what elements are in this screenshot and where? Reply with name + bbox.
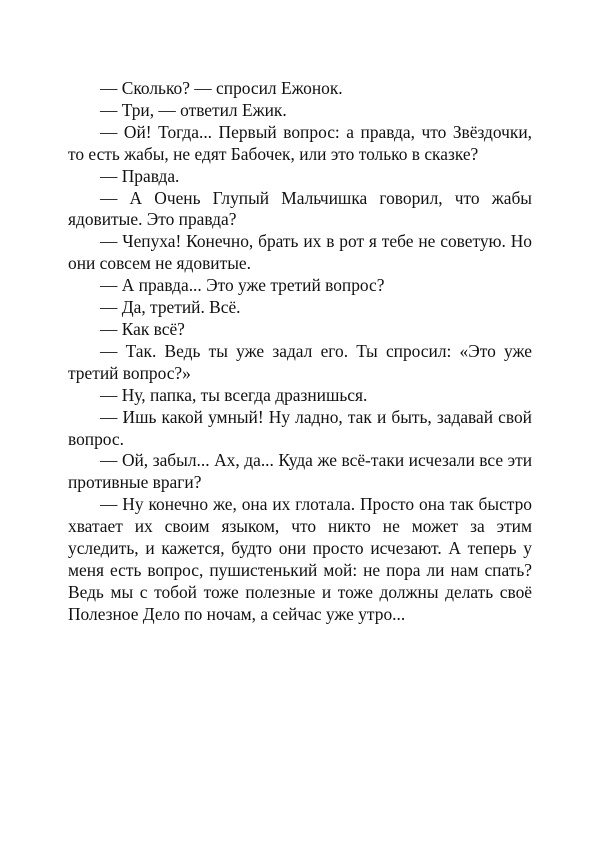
dialogue-line-8: — Да, третий. Всё. (100, 297, 241, 318)
dialogue-line-2: — Три, — ответил Ежик. (100, 99, 287, 120)
dialogue-line-7: — А правда... Это уже третий вопрос? (100, 275, 385, 296)
dialogue-line-14: — Ну конечно же, она их глотала. Просто она так быстро хватает их своим языком, что никто не может за этим уследить, и кажется, будто они просто исчезают. А теперь у меня есть вопрос, пушистенький мой: не пора ли нам спать? Ведь мы с тобой тоже полезные и тоже должны делать своё Полезное Дело по ночам, а сейчас уже утро... (68, 494, 532, 624)
dialogue-line-6: — Чепуха! Конечно, брать их в рот я тебе не советую. Но они совсем не ядовитые. (68, 231, 532, 274)
dialogue-line-12: — Ишь какой умный! Ну ладно, так и быть, задавай свой вопрос. (68, 406, 532, 449)
dialogue-line-10: — Так. Ведь ты уже задал его. Ты спросил: «Это уже третий вопрос?» (68, 340, 532, 383)
dialogue-line-5: — А Очень Глупый Мальчишка говорил, что жабы ядовитые. Это правда? (68, 187, 532, 230)
dialogue-line-3: — Ой! Тогда... Первый вопрос: а правда, что Звёздочки, то есть жабы, не едят Бабочек, или это только в сказке? (68, 121, 532, 164)
dialogue-line-4: — Правда. (100, 165, 180, 186)
dialogue-line-1: — Сколько? — спросил Ежонок. (100, 78, 343, 98)
page-text-block (68, 78, 532, 626)
dialogue-line-13: — Ой, забыл... Ах, да... Куда же всё-таки исчезали все эти противные враги? (68, 450, 532, 493)
dialogue-line-11: — Ну, папка, ты всегда дразнишься. (100, 384, 368, 405)
dialogue-line-9: — Как всё? (100, 318, 185, 339)
